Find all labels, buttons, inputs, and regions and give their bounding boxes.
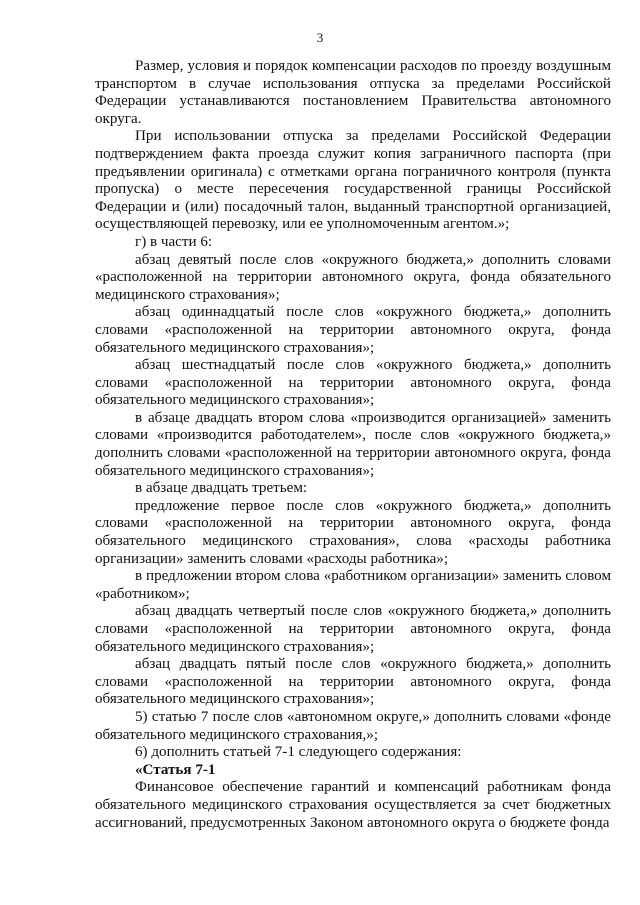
document-body <box>95 58 611 832</box>
paragraph: 5) статью 7 после слов «автономном округе,» дополнить словами «фонде обязательного медицинского страхования,»; <box>95 708 611 743</box>
paragraph: в абзаце двадцать втором слова «производится организацией» заменить словами «производится работодателем», после слов «окружного бюджета,» дополнить словами «расположенной на территории автономного округа, фонда обязательного медицинского страхования»; <box>95 409 611 479</box>
paragraph: Размер, условия и порядок компенсации расходов по проезду воздушным транспортом в случае использования отпуска за пределами Российской Федерации устанавливаются постановлением Правительства автономного округа. <box>95 58 611 127</box>
paragraph: 6) дополнить статьей 7-1 следующего содержания: <box>135 744 462 761</box>
paragraph: г) в части 6: <box>135 233 213 250</box>
article-heading: «Статья 7-1 <box>135 761 216 778</box>
page-number: 3 <box>316 30 324 45</box>
paragraph: абзац одиннадцатый после слов «окружного бюджета,» дополнить словами «расположенной на территории автономного округа, фонда обязательного медицинского страхования»; <box>95 304 611 356</box>
paragraph: в предложении втором слова «работником организации» заменить словом «работником»; <box>95 568 611 602</box>
paragraph: Финансовое обеспечение гарантий и компенсаций работникам фонда обязательного медицинского страхования осуществляется за счет бюджетных ассигнований, предусмотренных Законом автономного округа о бюджете фонда <box>95 779 611 831</box>
paragraph: При использовании отпуска за пределами Российской Федерации подтверждением факта проезда служит копия заграничного паспорта (при предъявлении оригинала) с отметками органа пограничного контроля (пункта пропуска) о месте пересечения государственной границы Российской Федерации и (или) посадочный талон, выданный транспортной организацией, осуществляющей перевозку, или ее уполномоченным агентом.»; <box>95 128 611 233</box>
paragraph: абзац девятый после слов «окружного бюджета,» дополнить словами «расположенной на территории автономного округа, фонда обязательного медицинского страхования»; <box>95 251 611 303</box>
paragraph: в абзаце двадцать третьем: <box>135 480 308 497</box>
paragraph: абзац шестнадцатый после слов «окружного бюджета,» дополнить словами «расположенной на территории автономного округа, фонда обязательного медицинского страхования»; <box>95 357 611 409</box>
paragraph: предложение первое после слов «окружного бюджета,» дополнить словами «расположенной на территории автономного округа, фонда обязательного медицинского страхования», слова «расходы работника организации» заменить словами «расходы работника»; <box>95 497 611 567</box>
paragraph: абзац двадцать четвертый после слов «окружного бюджета,» дополнить словами «расположенной на территории автономного округа, фонда обязательного медицинского страхования»; <box>95 603 611 655</box>
paragraph: абзац двадцать пятый после слов «окружного бюджета,» дополнить словами «расположенной на территории автономного округа, фонда обязательного медицинского страхования»; <box>95 656 611 708</box>
